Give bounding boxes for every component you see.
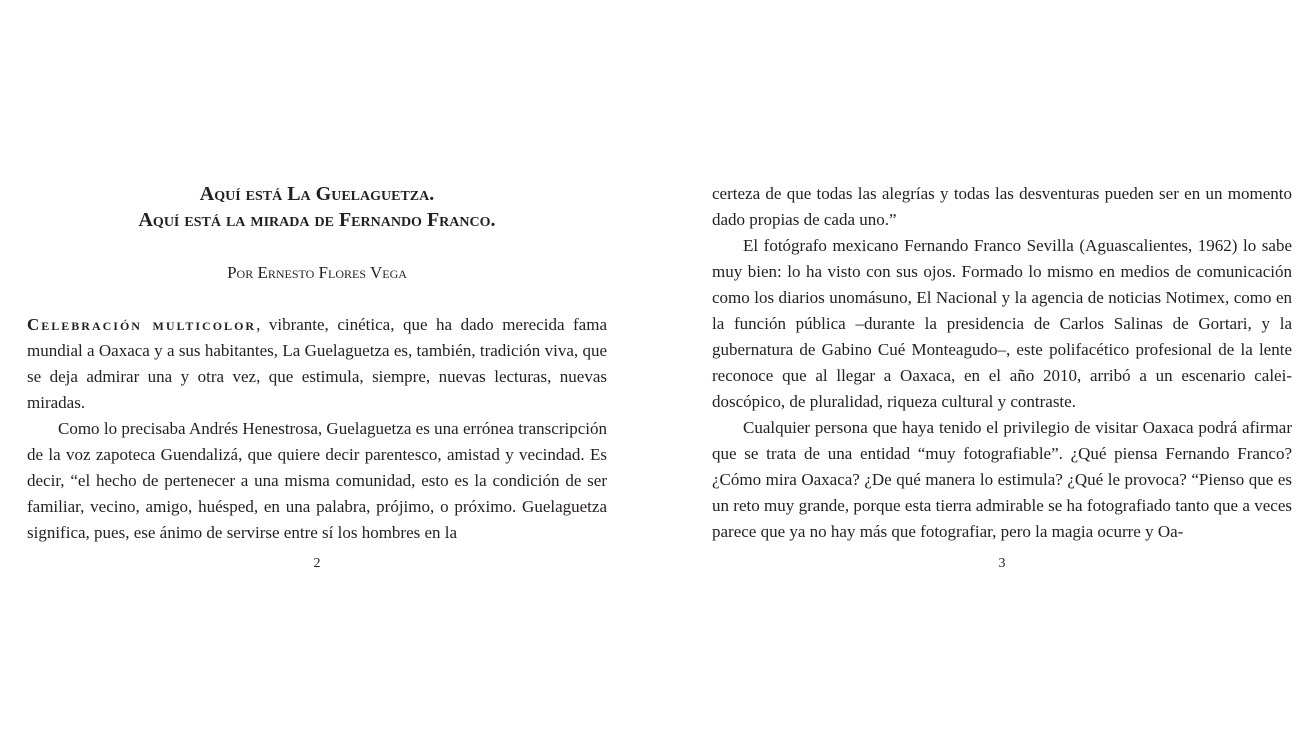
title-line-1: Aquí está La Guelaguetza.	[199, 183, 435, 205]
left-body-text	[27, 312, 607, 546]
page-number-left: 2	[313, 556, 321, 571]
right-paragraph-1: certeza de que todas las alegrías y todas las desventuras pueden ser en un momento dado propias de cada uno.”	[712, 184, 1292, 229]
right-body-text	[712, 181, 1292, 545]
lead-in: Celebración multicolor	[27, 315, 257, 334]
title-line-2: Aquí está la mirada de Fernando Franco.	[138, 209, 496, 231]
page-number-right: 3	[998, 556, 1006, 571]
article-title	[27, 181, 607, 233]
left-page	[27, 0, 607, 754]
right-paragraph-2: El fotógrafo mexicano Fernando Franco Sevilla (Aguascalientes, 1962) lo sabe muy bien: lo ha visto con sus ojos. Formado lo mismo en medios de comunicación como los diarios unomásuno, El Nacional y la agencia de noticias Notimex, como en la función pública –durante la presidencia de Carlos Salinas de Gortari, y la gubernatura de Gabino Cué Monteagudo–, este polifacético profesional de la lente reconoce que al llegar a Oaxaca, en el año 2010, arribó a un escenario caleidoscópico, de pluralidad, riqueza cultural y contraste.	[712, 236, 1292, 411]
left-paragraph-2: Como lo precisaba Andrés Henestrosa, Guelaguetza es una errónea transcripción de la voz zapoteca Guendalizá, que quiere decir parentesco, amistad y vecindad. Es decir, “el hecho de pertenecer a una misma comunidad, esto es la condición de ser familiar, vecino, amigo, huésped, en una palabra, prójimo, o próximo. Guelaguetza significa, pues, ese ánimo de servirse entre sí los hombres en la	[27, 419, 607, 542]
left-paragraph-1	[27, 312, 607, 416]
left-paragraph-1-rest: , vibrante, cinética, que ha dado merecida fama mundial a Oaxaca y a sus habitantes, La Guelaguetza es, también, tradición viva, que se deja admirar una y otra vez, que estimula, siempre, nuevas lecturas, nuevas miradas.	[27, 315, 607, 412]
right-page	[712, 0, 1292, 754]
right-paragraph-3: Cualquier persona que haya tenido el privilegio de visitar Oaxaca podrá afirmar que se trata de una entidad “muy fotografiable”. ¿Qué piensa Fernando Franco? ¿Cómo mira Oaxaca? ¿De qué manera lo estimula? ¿Qué le provoca? “Pienso que es un reto muy grande, porque esta tierra admirable se ha fotografiado tanto que a veces parece que ya no hay más que fotografiar, pero la magia ocurre y Oa-	[712, 418, 1292, 541]
byline: Por Ernesto Flores Vega	[227, 263, 407, 282]
